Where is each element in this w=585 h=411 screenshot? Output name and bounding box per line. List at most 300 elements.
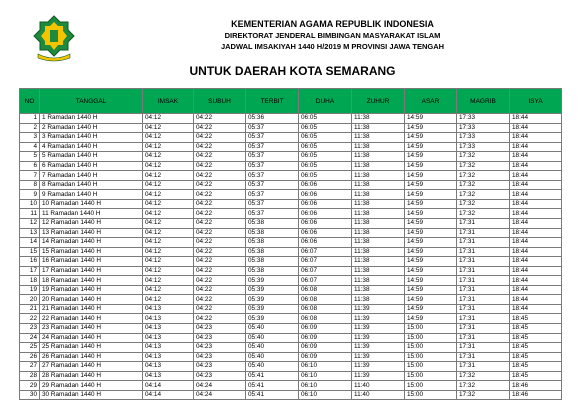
cell-subuh: 04:22: [194, 276, 246, 286]
table-row: [20, 180, 562, 190]
cell-magrib: 17:31: [457, 333, 510, 343]
cell-duha: 06:06: [299, 180, 352, 190]
cell-duha: 06:05: [299, 123, 352, 133]
cell-asar: 14:59: [405, 238, 457, 248]
cell-terbit: 05:37: [246, 190, 299, 200]
cell-tanggal: 17 Ramadan 1440 H: [40, 266, 143, 276]
cell-tanggal: 28 Ramadan 1440 H: [40, 371, 143, 381]
cell-isya: 18:45: [510, 343, 562, 353]
cell-tanggal: 19 Ramadan 1440 H: [40, 285, 143, 295]
cell-subuh: 04:22: [194, 199, 246, 209]
cell-terbit: 05:39: [246, 276, 299, 286]
cell-asar: 15:00: [405, 324, 457, 334]
cell-zuhur: 11:38: [352, 209, 405, 219]
cell-zuhur: 11:38: [352, 161, 405, 171]
table-row: [20, 123, 562, 133]
cell-isya: 18:44: [510, 142, 562, 152]
cell-terbit: 05:39: [246, 314, 299, 324]
column-header-asar: ASAR: [405, 89, 457, 114]
cell-duha: 06:10: [299, 381, 352, 391]
cell-no: 13: [20, 228, 40, 238]
cell-duha: 06:08: [299, 285, 352, 295]
cell-no: 5: [20, 152, 40, 162]
cell-magrib: 17:32: [457, 161, 510, 171]
cell-zuhur: 11:40: [352, 390, 405, 400]
cell-no: 10: [20, 199, 40, 209]
cell-magrib: 17:31: [457, 285, 510, 295]
table-row: [20, 142, 562, 152]
cell-tanggal: 13 Ramadan 1440 H: [40, 228, 143, 238]
cell-duha: 06:08: [299, 295, 352, 305]
cell-subuh: 04:22: [194, 314, 246, 324]
cell-zuhur: 11:39: [352, 343, 405, 353]
cell-zuhur: 11:39: [352, 352, 405, 362]
cell-tanggal: 3 Ramadan 1440 H: [40, 133, 143, 143]
cell-magrib: 17:33: [457, 123, 510, 133]
cell-imsak: 04:14: [143, 381, 194, 391]
cell-subuh: 04:22: [194, 152, 246, 162]
cell-tanggal: 30 Ramadan 1440 H: [40, 390, 143, 400]
cell-isya: 18:46: [510, 381, 562, 391]
cell-no: 23: [20, 324, 40, 334]
cell-no: 21: [20, 304, 40, 314]
cell-magrib: 17:31: [457, 304, 510, 314]
cell-zuhur: 11:38: [352, 190, 405, 200]
column-header-duha: DUHA: [299, 89, 352, 114]
cell-imsak: 04:13: [143, 324, 194, 334]
cell-no: 26: [20, 352, 40, 362]
cell-no: 12: [20, 219, 40, 229]
cell-magrib: 17:31: [457, 276, 510, 286]
cell-terbit: 05:39: [246, 304, 299, 314]
cell-imsak: 04:13: [143, 304, 194, 314]
cell-terbit: 05:37: [246, 133, 299, 143]
cell-subuh: 04:23: [194, 362, 246, 372]
cell-isya: 18:45: [510, 324, 562, 334]
cell-tanggal: 14 Ramadan 1440 H: [40, 238, 143, 248]
cell-duha: 06:07: [299, 276, 352, 286]
cell-isya: 18:44: [510, 304, 562, 314]
cell-isya: 18:45: [510, 314, 562, 324]
cell-tanggal: 6 Ramadan 1440 H: [40, 161, 143, 171]
cell-asar: 14:59: [405, 180, 457, 190]
cell-subuh: 04:22: [194, 123, 246, 133]
cell-zuhur: 11:38: [352, 257, 405, 267]
cell-asar: 15:00: [405, 390, 457, 400]
cell-asar: 14:59: [405, 295, 457, 305]
cell-terbit: 05:37: [246, 123, 299, 133]
table-row: [20, 362, 562, 372]
cell-duha: 06:08: [299, 314, 352, 324]
column-header-isya: ISYA: [510, 89, 562, 114]
table-row: [20, 171, 562, 181]
cell-zuhur: 11:38: [352, 199, 405, 209]
cell-magrib: 17:32: [457, 152, 510, 162]
cell-imsak: 04:12: [143, 209, 194, 219]
cell-asar: 14:59: [405, 161, 457, 171]
cell-asar: 14:59: [405, 114, 457, 124]
cell-terbit: 05:39: [246, 295, 299, 305]
table-row: [20, 199, 562, 209]
cell-tanggal: 5 Ramadan 1440 H: [40, 152, 143, 162]
cell-duha: 06:06: [299, 209, 352, 219]
cell-magrib: 17:32: [457, 190, 510, 200]
cell-isya: 18:44: [510, 190, 562, 200]
cell-subuh: 04:22: [194, 161, 246, 171]
cell-isya: 18:44: [510, 285, 562, 295]
cell-magrib: 17:32: [457, 381, 510, 391]
cell-no: 27: [20, 362, 40, 372]
cell-duha: 06:05: [299, 142, 352, 152]
table-row: [20, 133, 562, 143]
cell-terbit: 05:38: [246, 247, 299, 257]
cell-imsak: 04:12: [143, 171, 194, 181]
cell-asar: 14:59: [405, 209, 457, 219]
column-header-terbit: TERBIT: [246, 89, 299, 114]
cell-zuhur: 11:38: [352, 247, 405, 257]
cell-zuhur: 11:38: [352, 180, 405, 190]
cell-asar: 14:59: [405, 190, 457, 200]
cell-duha: 06:07: [299, 266, 352, 276]
cell-no: 29: [20, 381, 40, 391]
table-row: [20, 324, 562, 334]
cell-duha: 06:06: [299, 190, 352, 200]
cell-duha: 06:06: [299, 199, 352, 209]
cell-no: 19: [20, 285, 40, 295]
cell-no: 15: [20, 247, 40, 257]
cell-terbit: 05:37: [246, 142, 299, 152]
cell-isya: 18:44: [510, 247, 562, 257]
cell-asar: 14:59: [405, 266, 457, 276]
cell-magrib: 17:32: [457, 371, 510, 381]
cell-subuh: 04:22: [194, 228, 246, 238]
cell-magrib: 17:32: [457, 390, 510, 400]
cell-magrib: 17:32: [457, 171, 510, 181]
cell-imsak: 04:12: [143, 285, 194, 295]
cell-magrib: 17:31: [457, 266, 510, 276]
cell-isya: 18:44: [510, 199, 562, 209]
cell-magrib: 17:31: [457, 352, 510, 362]
table-row: [20, 228, 562, 238]
cell-asar: 14:59: [405, 133, 457, 143]
cell-subuh: 04:22: [194, 304, 246, 314]
cell-terbit: 05:37: [246, 171, 299, 181]
cell-terbit: 05:40: [246, 324, 299, 334]
cell-isya: 18:45: [510, 371, 562, 381]
page-title: UNTUK DAERAH KOTA SEMARANG: [189, 64, 396, 78]
cell-subuh: 04:23: [194, 371, 246, 381]
cell-terbit: 05:38: [246, 219, 299, 229]
cell-duha: 06:10: [299, 390, 352, 400]
cell-tanggal: 27 Ramadan 1440 H: [40, 362, 143, 372]
cell-no: 30: [20, 390, 40, 400]
cell-asar: 14:59: [405, 304, 457, 314]
cell-tanggal: 20 Ramadan 1440 H: [40, 295, 143, 305]
cell-isya: 18:44: [510, 123, 562, 133]
cell-isya: 18:44: [510, 133, 562, 143]
cell-subuh: 04:24: [194, 390, 246, 400]
cell-terbit: 05:38: [246, 257, 299, 267]
cell-isya: 18:44: [510, 180, 562, 190]
cell-subuh: 04:22: [194, 219, 246, 229]
cell-subuh: 04:22: [194, 114, 246, 124]
column-header-magrib: MAGRIB: [457, 89, 510, 114]
cell-duha: 06:07: [299, 247, 352, 257]
cell-imsak: 04:12: [143, 190, 194, 200]
cell-duha: 06:05: [299, 114, 352, 124]
cell-magrib: 17:31: [457, 295, 510, 305]
cell-subuh: 04:22: [194, 133, 246, 143]
cell-zuhur: 11:38: [352, 114, 405, 124]
cell-terbit: 05:37: [246, 209, 299, 219]
cell-asar: 14:59: [405, 314, 457, 324]
cell-asar: 14:59: [405, 142, 457, 152]
cell-no: 14: [20, 238, 40, 248]
table-row: [20, 352, 562, 362]
cell-zuhur: 11:39: [352, 314, 405, 324]
cell-subuh: 04:22: [194, 295, 246, 305]
cell-zuhur: 11:39: [352, 371, 405, 381]
cell-magrib: 17:31: [457, 324, 510, 334]
table-row: [20, 114, 562, 124]
cell-tanggal: 29 Ramadan 1440 H: [40, 381, 143, 391]
cell-zuhur: 11:40: [352, 381, 405, 391]
column-header-imsak: IMSAK: [143, 89, 194, 114]
cell-magrib: 17:33: [457, 133, 510, 143]
cell-terbit: 05:38: [246, 266, 299, 276]
cell-zuhur: 11:38: [352, 228, 405, 238]
cell-imsak: 04:13: [143, 314, 194, 324]
cell-tanggal: 10 Ramadan 1440 H: [40, 199, 143, 209]
cell-terbit: 05:40: [246, 333, 299, 343]
cell-terbit: 05:40: [246, 343, 299, 353]
cell-imsak: 04:14: [143, 390, 194, 400]
cell-no: 17: [20, 266, 40, 276]
cell-tanggal: 9 Ramadan 1440 H: [40, 190, 143, 200]
cell-magrib: 17:32: [457, 199, 510, 209]
cell-isya: 18:44: [510, 266, 562, 276]
table-row: [20, 247, 562, 257]
cell-subuh: 04:22: [194, 257, 246, 267]
cell-duha: 06:07: [299, 257, 352, 267]
cell-no: 1: [20, 114, 40, 124]
cell-magrib: 17:31: [457, 362, 510, 372]
cell-subuh: 04:22: [194, 142, 246, 152]
table-row: [20, 257, 562, 267]
cell-asar: 14:59: [405, 171, 457, 181]
cell-zuhur: 11:39: [352, 362, 405, 372]
cell-no: 8: [20, 180, 40, 190]
cell-zuhur: 11:38: [352, 133, 405, 143]
cell-subuh: 04:22: [194, 238, 246, 248]
cell-subuh: 04:22: [194, 266, 246, 276]
cell-no: 18: [20, 276, 40, 286]
cell-terbit: 05:38: [246, 228, 299, 238]
cell-no: 25: [20, 343, 40, 353]
cell-isya: 18:45: [510, 352, 562, 362]
cell-duha: 06:06: [299, 219, 352, 229]
cell-terbit: 05:36: [246, 114, 299, 124]
cell-no: 20: [20, 295, 40, 305]
cell-imsak: 04:12: [143, 199, 194, 209]
column-header-tanggal: TANGGAL: [40, 89, 143, 114]
cell-no: 4: [20, 142, 40, 152]
cell-tanggal: 18 Ramadan 1440 H: [40, 276, 143, 286]
cell-imsak: 04:13: [143, 352, 194, 362]
cell-zuhur: 11:38: [352, 219, 405, 229]
cell-tanggal: 1 Ramadan 1440 H: [40, 114, 143, 124]
cell-tanggal: 12 Ramadan 1440 H: [40, 219, 143, 229]
cell-subuh: 04:22: [194, 171, 246, 181]
cell-magrib: 17:32: [457, 180, 510, 190]
cell-terbit: 05:40: [246, 352, 299, 362]
cell-imsak: 04:12: [143, 152, 194, 162]
cell-magrib: 17:33: [457, 142, 510, 152]
table-row: [20, 371, 562, 381]
cell-magrib: 17:31: [457, 257, 510, 267]
cell-asar: 15:00: [405, 371, 457, 381]
table-row: [20, 304, 562, 314]
cell-asar: 14:59: [405, 285, 457, 295]
cell-imsak: 04:12: [143, 180, 194, 190]
cell-imsak: 04:12: [143, 114, 194, 124]
cell-duha: 06:09: [299, 324, 352, 334]
table-header-row: [20, 89, 562, 114]
cell-asar: 15:00: [405, 381, 457, 391]
cell-duha: 06:06: [299, 228, 352, 238]
cell-imsak: 04:13: [143, 371, 194, 381]
cell-asar: 15:00: [405, 333, 457, 343]
cell-imsak: 04:12: [143, 228, 194, 238]
cell-isya: 18:45: [510, 362, 562, 372]
cell-zuhur: 11:38: [352, 142, 405, 152]
cell-subuh: 04:23: [194, 352, 246, 362]
cell-duha: 06:09: [299, 333, 352, 343]
cell-isya: 18:44: [510, 209, 562, 219]
cell-terbit: 05:37: [246, 180, 299, 190]
cell-asar: 14:59: [405, 199, 457, 209]
cell-imsak: 04:13: [143, 333, 194, 343]
table-row: [20, 285, 562, 295]
table-row: [20, 209, 562, 219]
cell-imsak: 04:12: [143, 161, 194, 171]
cell-terbit: 05:38: [246, 238, 299, 248]
cell-isya: 18:45: [510, 333, 562, 343]
cell-duha: 06:05: [299, 133, 352, 143]
table-row: [20, 333, 562, 343]
cell-asar: 14:59: [405, 247, 457, 257]
table-row: [20, 276, 562, 286]
cell-imsak: 04:12: [143, 295, 194, 305]
cell-tanggal: 8 Ramadan 1440 H: [40, 180, 143, 190]
cell-no: 24: [20, 333, 40, 343]
cell-asar: 14:59: [405, 219, 457, 229]
cell-tanggal: 16 Ramadan 1440 H: [40, 257, 143, 267]
cell-isya: 18:44: [510, 276, 562, 286]
cell-zuhur: 11:38: [352, 276, 405, 286]
column-header-no: NO: [20, 89, 40, 114]
cell-no: 16: [20, 257, 40, 267]
cell-isya: 18:44: [510, 295, 562, 305]
cell-tanggal: 15 Ramadan 1440 H: [40, 247, 143, 257]
cell-imsak: 04:12: [143, 238, 194, 248]
cell-duha: 06:05: [299, 161, 352, 171]
cell-terbit: 05:41: [246, 390, 299, 400]
column-header-subuh: SUBUH: [194, 89, 246, 114]
cell-magrib: 17:31: [457, 314, 510, 324]
cell-terbit: 05:37: [246, 161, 299, 171]
cell-zuhur: 11:38: [352, 295, 405, 305]
cell-isya: 18:44: [510, 114, 562, 124]
cell-duha: 06:06: [299, 238, 352, 248]
cell-imsak: 04:13: [143, 362, 194, 372]
table-row: [20, 343, 562, 353]
cell-subuh: 04:23: [194, 343, 246, 353]
cell-magrib: 17:31: [457, 247, 510, 257]
cell-terbit: 05:37: [246, 199, 299, 209]
cell-isya: 18:44: [510, 171, 562, 181]
cell-asar: 14:59: [405, 228, 457, 238]
cell-tanggal: 11 Ramadan 1440 H: [40, 209, 143, 219]
cell-imsak: 04:12: [143, 142, 194, 152]
schedule-subtitle: JADWAL IMSAKIYAH 1440 H/2019 M PROVINSI JAWA TENGAH: [220, 42, 445, 51]
cell-no: 28: [20, 371, 40, 381]
cell-isya: 18:44: [510, 238, 562, 248]
cell-asar: 15:00: [405, 362, 457, 372]
cell-tanggal: 21 Ramadan 1440 H: [40, 304, 143, 314]
cell-terbit: 05:39: [246, 285, 299, 295]
table-row: [20, 238, 562, 248]
cell-isya: 18:44: [510, 161, 562, 171]
cell-magrib: 17:31: [457, 343, 510, 353]
cell-zuhur: 11:38: [352, 152, 405, 162]
cell-magrib: 17:33: [457, 114, 510, 124]
table-row: [20, 190, 562, 200]
cell-zuhur: 11:39: [352, 333, 405, 343]
cell-imsak: 04:12: [143, 266, 194, 276]
cell-duha: 06:05: [299, 152, 352, 162]
cell-duha: 06:10: [299, 362, 352, 372]
directorate-name: DIREKTORAT JENDERAL BIMBINGAN MASYARAKAT ISLAM: [224, 31, 441, 40]
cell-asar: 14:59: [405, 276, 457, 286]
cell-magrib: 17:31: [457, 228, 510, 238]
cell-no: 22: [20, 314, 40, 324]
cell-isya: 18:44: [510, 219, 562, 229]
cell-tanggal: 23 Ramadan 1440 H: [40, 324, 143, 334]
cell-zuhur: 11:38: [352, 123, 405, 133]
cell-subuh: 04:22: [194, 190, 246, 200]
cell-subuh: 04:22: [194, 247, 246, 257]
table-row: [20, 161, 562, 171]
ministry-name: KEMENTERIAN AGAMA REPUBLIK INDONESIA: [231, 19, 434, 29]
cell-tanggal: 2 Ramadan 1440 H: [40, 123, 143, 133]
cell-imsak: 04:12: [143, 219, 194, 229]
cell-duha: 06:05: [299, 171, 352, 181]
cell-duha: 06:09: [299, 343, 352, 353]
table-row: [20, 390, 562, 400]
cell-tanggal: 7 Ramadan 1440 H: [40, 171, 143, 181]
cell-isya: 18:44: [510, 257, 562, 267]
cell-imsak: 04:12: [143, 247, 194, 257]
cell-no: 6: [20, 161, 40, 171]
cell-terbit: 05:37: [246, 152, 299, 162]
cell-no: 11: [20, 209, 40, 219]
cell-zuhur: 11:39: [352, 304, 405, 314]
cell-asar: 14:59: [405, 152, 457, 162]
cell-magrib: 17:31: [457, 219, 510, 229]
cell-duha: 06:10: [299, 371, 352, 381]
cell-no: 9: [20, 190, 40, 200]
